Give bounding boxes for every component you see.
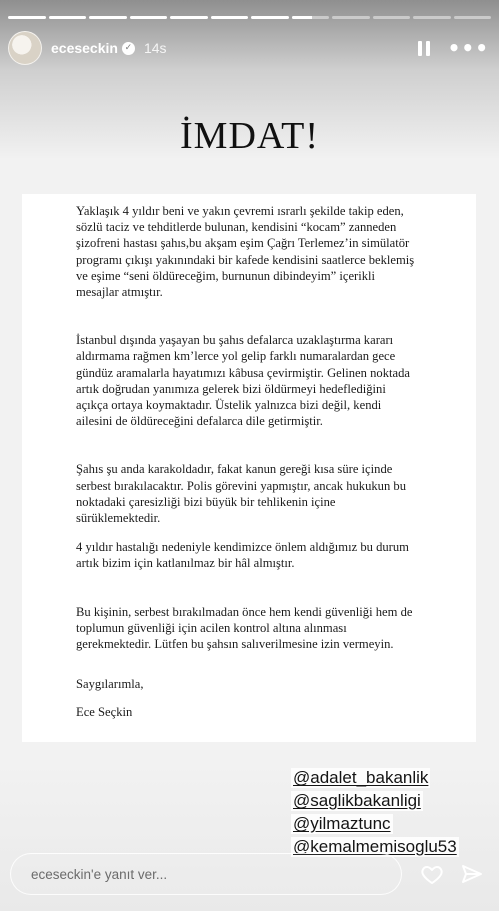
progress-segment (251, 16, 289, 19)
avatar[interactable] (8, 31, 42, 65)
progress-segment (130, 16, 168, 19)
progress-segment (8, 16, 46, 19)
progress-segment (170, 16, 208, 19)
progress-segment (292, 16, 330, 19)
progress-segment (413, 16, 451, 19)
mention-sticker[interactable]: @saglikbakanligi (293, 791, 421, 810)
story-title: İMDAT! (180, 115, 319, 157)
letter-paragraph: Şahıs şu anda karakoldadır, fakat kanun gereği kısa süre içinde serbest bırakılacaktır. Polis görevini yapmıştır, ancak hukukun bu noktadaki çaresizliği bizi büyük bir tehlikenin içine sürüklemektedir. (76, 462, 407, 526)
progress-segment (49, 16, 87, 19)
pause-icon[interactable] (418, 41, 430, 56)
mention-sticker[interactable]: @yilmaztunc (293, 814, 391, 833)
story-header (8, 30, 489, 66)
reply-input[interactable] (10, 853, 402, 895)
letter-signature: Ece Seçkin (76, 705, 133, 720)
progress-segment (454, 16, 492, 19)
mention-sticker[interactable]: @adalet_bakanlik (293, 768, 429, 787)
mention-list (291, 768, 459, 857)
letter-paragraph: 4 yıldır hastalığı nedeniyle kendimizce önlem aldığımız bu durum artık bizim için katlanılmaz bir hâl almıştır. (76, 540, 409, 571)
progress-segment (211, 16, 249, 19)
letter-paragraph: Bu kişinin, serbest bırakılmadan önce hem kendi güvenliği hem de toplumun güvenliği için acilen kontrol altına alınması gerekmektedir. Lütfen bu şahsın salıverilmesine izin vermeyin. (76, 604, 413, 652)
reply-placeholder: eceseckin'e yanıt ver... (31, 866, 168, 882)
progress-segment (89, 16, 127, 19)
progress-segment (332, 16, 370, 19)
more-options-icon[interactable]: ••• (447, 36, 489, 60)
letter-closing: Saygılarımla, (76, 677, 144, 692)
username[interactable]: eceseckin (51, 40, 118, 56)
progress-segment (373, 16, 411, 19)
send-icon[interactable] (460, 862, 484, 886)
verified-badge-icon: ✓ (122, 42, 135, 55)
heart-icon[interactable] (420, 862, 444, 886)
mention-sticker[interactable]: @kemalmemisoglu53 (293, 837, 457, 856)
letter-card (22, 194, 476, 742)
letter-paragraph: İstanbul dışında yaşayan bu şahıs defalarca uzaklaştırma kararı aldırmama rağmen km’lerce yol gelip farklı numaralardan gece gündüz aramalarla hayatımızı kâbusa çevirmiştir. Gelinen noktada artık doğrudan yanımıza gelerek bizi öldürmeyi hedeflediğini açıkça ortaya koymaktadır. Üstelik yalnızca bizi değil, kendi ailesini de öldüreceğini defalarca dile getirmiştir. (76, 333, 410, 429)
story-progress (8, 16, 491, 19)
letter-paragraph: Yaklaşık 4 yıldır beni ve yakın çevremi ısrarlı şekilde takip eden, sözlü taciz ve tehditlerde bulunan, kendisini “kocam” zanneden şizofreni hastası şahıs,bu akşam eşim Çağrı Terlemez’in simülatör programı çıkışı yakınındaki bir kafede kendisini saatlerce beklemiş ve eşime “seni öldüreceğim, burnunun dibindeyim” içerikli mesajlar atmıştır. (76, 204, 415, 300)
story-time: 14s (143, 40, 167, 56)
